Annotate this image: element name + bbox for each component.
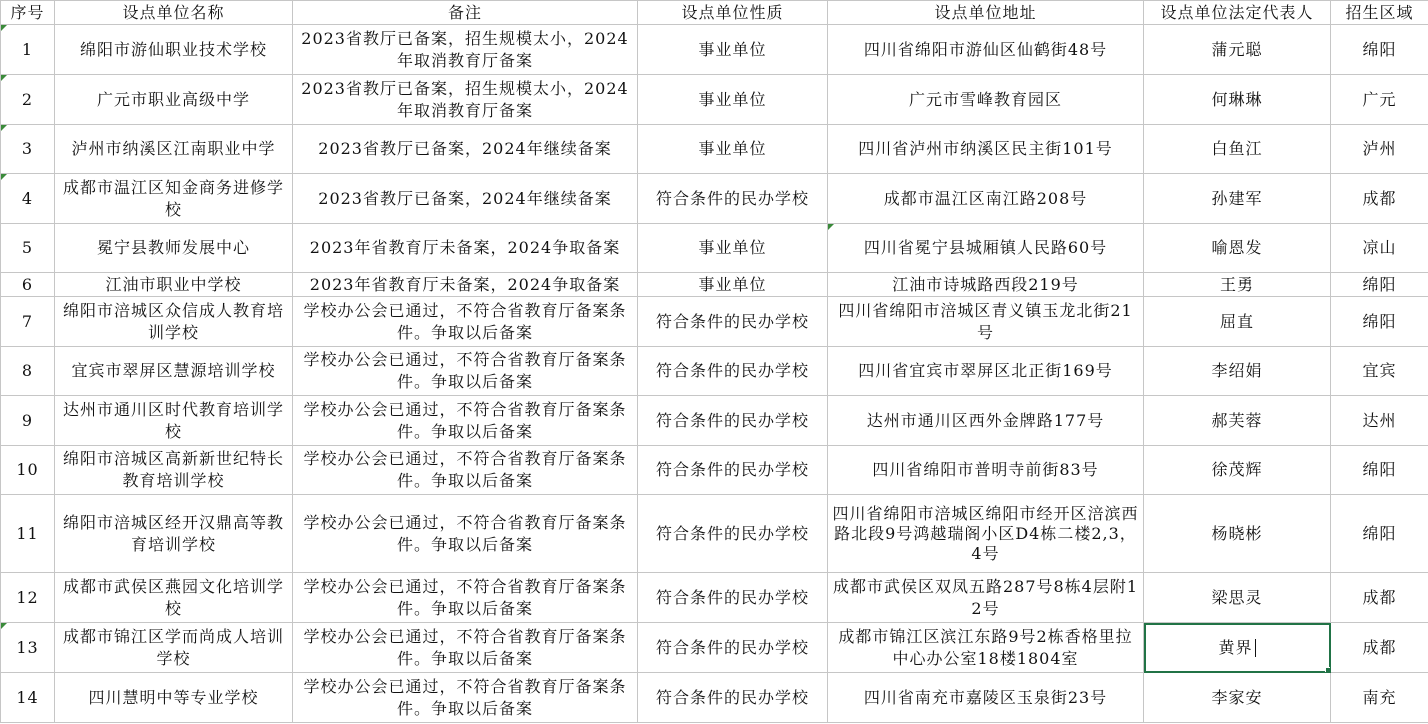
header-legal-rep[interactable]: 设点单位法定代表人	[1144, 1, 1331, 25]
table-row	[1, 224, 1428, 273]
cell-region[interactable]: 绵阳	[1331, 273, 1428, 297]
cell-unit-name[interactable]: 成都市锦江区学而尚成人培训学校	[55, 623, 293, 673]
cell-remark[interactable]: 学校办公会已通过，不符合省教育厅备案条件。争取以后备案	[293, 623, 638, 673]
text-caret	[1255, 639, 1256, 657]
cell-unit-type[interactable]: 符合条件的民办学校	[638, 396, 828, 446]
cell-index[interactable]: 6	[1, 273, 55, 297]
cell-unit-type[interactable]: 符合条件的民办学校	[638, 174, 828, 224]
table-row	[1, 273, 1428, 297]
table-row	[1, 174, 1428, 224]
header-unit-address[interactable]: 设点单位地址	[828, 1, 1144, 25]
table-row	[1, 673, 1428, 723]
cell-unit-address[interactable]: 江油市诗城路西段219号	[828, 273, 1144, 297]
cell-index[interactable]: 3	[1, 125, 55, 174]
cell-region[interactable]: 绵阳	[1331, 446, 1428, 495]
cell-legal-rep[interactable]: 喻恩发	[1144, 224, 1331, 273]
cell-unit-name[interactable]: 绵阳市涪城区高新新世纪特长教育培训学校	[55, 446, 293, 495]
cell-legal-rep[interactable]: 李家安	[1144, 673, 1331, 723]
cell-legal-rep[interactable]: 孙建军	[1144, 174, 1331, 224]
table-row	[1, 75, 1428, 125]
cell-unit-address[interactable]: 四川省宜宾市翠屏区北正街169号	[828, 347, 1144, 396]
cell-unit-address[interactable]: 四川省绵阳市游仙区仙鹤街48号	[828, 25, 1144, 75]
cell-unit-address[interactable]: 成都市锦江区滨江东路9号2栋香格里拉中心办公室18楼1804室	[828, 623, 1144, 673]
cell-unit-type[interactable]: 符合条件的民办学校	[638, 673, 828, 723]
header-unit-type[interactable]: 设点单位性质	[638, 1, 828, 25]
cell-unit-name[interactable]: 四川慧明中等专业学校	[55, 673, 293, 723]
cell-remark[interactable]: 学校办公会已通过，不符合省教育厅备案条件。争取以后备案	[293, 396, 638, 446]
cell-remark[interactable]: 学校办公会已通过，不符合省教育厅备案条件。争取以后备案	[293, 347, 638, 396]
cell-unit-type[interactable]: 事业单位	[638, 224, 828, 273]
cell-unit-name[interactable]: 江油市职业中学校	[55, 273, 293, 297]
cell-remark[interactable]: 学校办公会已通过，不符合省教育厅备案条件。争取以后备案	[293, 673, 638, 723]
cell-index[interactable]: 9	[1, 396, 55, 446]
cell-index[interactable]: 1	[1, 25, 55, 75]
cell-legal-rep[interactable]: 屈直	[1144, 297, 1331, 347]
cell-unit-address[interactable]: 四川省绵阳市涪城区青义镇玉龙北街21号	[828, 297, 1144, 347]
cell-unit-type[interactable]: 事业单位	[638, 75, 828, 125]
cell-index[interactable]: 10	[1, 446, 55, 495]
cell-remark[interactable]: 2023年省教育厅未备案，2024争取备案	[293, 224, 638, 273]
header-index[interactable]: 序号	[1, 1, 55, 25]
cell-index[interactable]: 14	[1, 673, 55, 723]
cell-unit-type[interactable]: 事业单位	[638, 273, 828, 297]
cell-legal-rep[interactable]: 王勇	[1144, 273, 1331, 297]
cell-legal-rep[interactable]: 何琳琳	[1144, 75, 1331, 125]
cell-unit-address[interactable]: 成都市武侯区双凤五路287号8栋4层附12号	[828, 573, 1144, 623]
cell-unit-type[interactable]: 事业单位	[638, 25, 828, 75]
header-row	[1, 1, 1428, 25]
table-row	[1, 125, 1428, 174]
cell-unit-name[interactable]: 泸州市纳溪区江南职业中学	[55, 125, 293, 174]
table-row	[1, 347, 1428, 396]
cell-region[interactable]: 广元	[1331, 75, 1428, 125]
cell-legal-rep[interactable]: 杨晓彬	[1144, 495, 1331, 573]
cell-legal-rep-active[interactable]	[1144, 623, 1331, 673]
cell-legal-rep[interactable]: 蒲元聪	[1144, 25, 1331, 75]
cell-unit-address[interactable]: 广元市雪峰教育园区	[828, 75, 1144, 125]
cell-remark[interactable]: 2023省教厅已备案，2024年继续备案	[293, 174, 638, 224]
table-row	[1, 396, 1428, 446]
cell-index[interactable]: 4	[1, 174, 55, 224]
cell-unit-name[interactable]: 绵阳市涪城区众信成人教育培训学校	[55, 297, 293, 347]
cell-unit-address[interactable]: 四川省绵阳市涪城区绵阳市经开区涪滨西路北段9号鸿越瑞阁小区D4栋二楼2,3，4号	[828, 495, 1144, 573]
cell-remark[interactable]: 学校办公会已通过，不符合省教育厅备案条件。争取以后备案	[293, 446, 638, 495]
cell-unit-name[interactable]: 宜宾市翠屏区慧源培训学校	[55, 347, 293, 396]
cell-index[interactable]: 8	[1, 347, 55, 396]
cell-unit-address[interactable]: 成都市温江区南江路208号	[828, 174, 1144, 224]
cell-unit-name[interactable]: 达州市通川区时代教育培训学校	[55, 396, 293, 446]
cell-unit-type[interactable]: 符合条件的民办学校	[638, 573, 828, 623]
cell-region[interactable]: 凉山	[1331, 224, 1428, 273]
cell-unit-type[interactable]: 符合条件的民办学校	[638, 446, 828, 495]
header-unit-name[interactable]: 设点单位名称	[55, 1, 293, 25]
cell-unit-address[interactable]: 达州市通川区西外金牌路177号	[828, 396, 1144, 446]
cell-region[interactable]: 成都	[1331, 623, 1428, 673]
header-remark[interactable]: 备注	[293, 1, 638, 25]
cell-unit-address[interactable]: 四川省泸州市纳溪区民主街101号	[828, 125, 1144, 174]
cell-legal-rep[interactable]: 梁思灵	[1144, 573, 1331, 623]
table-row	[1, 25, 1428, 75]
cell-unit-address[interactable]: 四川省南充市嘉陵区玉泉街23号	[828, 673, 1144, 723]
cell-index[interactable]: 12	[1, 573, 55, 623]
table-row	[1, 297, 1428, 347]
cell-unit-type[interactable]: 事业单位	[638, 125, 828, 174]
header-region[interactable]: 招生区域	[1331, 1, 1428, 25]
cell-region[interactable]: 达州	[1331, 396, 1428, 446]
cell-unit-name[interactable]: 广元市职业高级中学	[55, 75, 293, 125]
cell-unit-type[interactable]: 符合条件的民办学校	[638, 297, 828, 347]
cell-legal-rep[interactable]: 李绍娟	[1144, 347, 1331, 396]
cell-region[interactable]: 南充	[1331, 673, 1428, 723]
cell-index[interactable]: 7	[1, 297, 55, 347]
table-row	[1, 495, 1428, 573]
cell-remark[interactable]: 2023省教厅已备案，招生规模太小，2024年取消教育厅备案	[293, 25, 638, 75]
cell-remark[interactable]: 学校办公会已通过，不符合省教育厅备案条件。争取以后备案	[293, 573, 638, 623]
table-row	[1, 623, 1428, 673]
cell-remark[interactable]: 学校办公会已通过，不符合省教育厅备案条件。争取以后备案	[293, 297, 638, 347]
cell-unit-type[interactable]: 符合条件的民办学校	[638, 347, 828, 396]
cell-unit-address[interactable]: 四川省冕宁县城厢镇人民路60号	[828, 224, 1144, 273]
cell-region[interactable]: 宜宾	[1331, 347, 1428, 396]
cell-unit-address[interactable]: 四川省绵阳市普明寺前街83号	[828, 446, 1144, 495]
cell-unit-name[interactable]: 成都市武侯区燕园文化培训学校	[55, 573, 293, 623]
cell-remark[interactable]: 2023年省教育厅未备案，2024争取备案	[293, 273, 638, 297]
cell-region[interactable]: 绵阳	[1331, 297, 1428, 347]
cell-region[interactable]: 成都	[1331, 174, 1428, 224]
fill-handle[interactable]	[1325, 667, 1331, 673]
cell-legal-rep[interactable]: 白鱼江	[1144, 125, 1331, 174]
cell-unit-type[interactable]: 符合条件的民办学校	[638, 495, 828, 573]
cell-region[interactable]: 泸州	[1331, 125, 1428, 174]
table-row	[1, 446, 1428, 495]
cell-remark[interactable]: 2023省教厅已备案，2024年继续备案	[293, 125, 638, 174]
active-cell-text[interactable]: 黄界	[1218, 637, 1253, 657]
cell-remark[interactable]: 2023省教厅已备案，招生规模太小，2024年取消教育厅备案	[293, 75, 638, 125]
cell-region[interactable]: 成都	[1331, 573, 1428, 623]
cell-unit-name[interactable]: 绵阳市游仙职业技术学校	[55, 25, 293, 75]
cell-index[interactable]: 2	[1, 75, 55, 125]
cell-remark[interactable]: 学校办公会已通过，不符合省教育厅备案条件。争取以后备案	[293, 495, 638, 573]
cell-index[interactable]: 11	[1, 495, 55, 573]
cell-legal-rep[interactable]: 郝芙蓉	[1144, 396, 1331, 446]
cell-unit-type[interactable]: 符合条件的民办学校	[638, 623, 828, 673]
cell-index[interactable]: 13	[1, 623, 55, 673]
cell-unit-name[interactable]: 冕宁县教师发展中心	[55, 224, 293, 273]
cell-legal-rep[interactable]: 徐茂辉	[1144, 446, 1331, 495]
cell-unit-name[interactable]: 成都市温江区知金商务进修学校	[55, 174, 293, 224]
table-row	[1, 573, 1428, 623]
cell-unit-name[interactable]: 绵阳市涪城区经开汉鼎高等教育培训学校	[55, 495, 293, 573]
cell-index[interactable]: 5	[1, 224, 55, 273]
cell-region[interactable]: 绵阳	[1331, 495, 1428, 573]
cell-region[interactable]: 绵阳	[1331, 25, 1428, 75]
